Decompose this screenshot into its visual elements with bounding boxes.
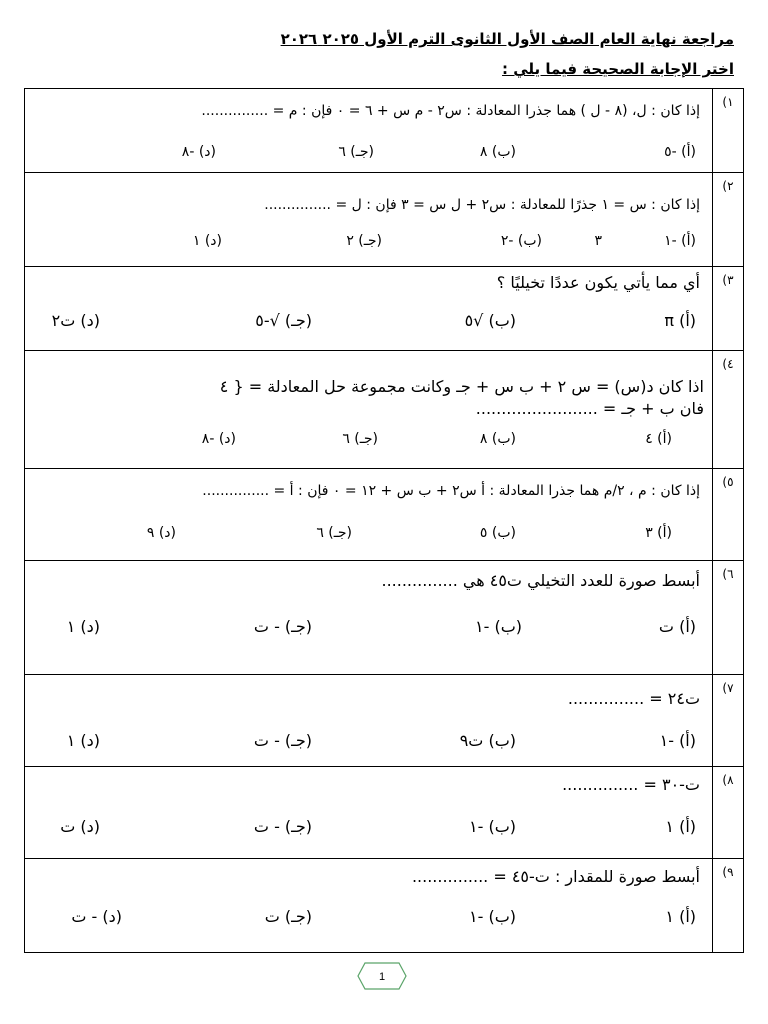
option-b: (ب) ٨	[479, 144, 516, 160]
question-number: ٩)	[713, 859, 744, 953]
option-b: (ب) √٥	[464, 311, 516, 330]
option-c: (جـ) ٢	[346, 233, 382, 249]
option-a: (أ) -٥	[664, 144, 696, 160]
option-a: (أ) ٣	[645, 525, 672, 541]
question-body	[25, 89, 713, 173]
questions-table	[24, 88, 744, 953]
option-c: (جـ) ٦	[342, 431, 378, 447]
question-number: ٧)	[713, 675, 744, 767]
instruction: اختر الإجابة الصحيحة فيما يلي :	[502, 60, 734, 78]
option-a: (أ) ٤	[645, 431, 672, 447]
question-number: ٤)	[713, 351, 744, 469]
option-b: (ب) ٨	[479, 431, 516, 447]
question-row	[25, 767, 744, 859]
option-c: (جـ) - ت	[253, 617, 312, 636]
question-text: اذا كان د(س) = س ٢ + ب س + جـ وكانت مجموعة حل المعادلة = { ٤	[219, 377, 704, 396]
option-c: (جـ) - ت	[253, 817, 312, 836]
question-row	[25, 859, 744, 953]
option-b: (ب) -٢	[500, 233, 542, 249]
option-a: (أ) ت	[658, 617, 696, 636]
question-text: أي مما يأتي يكون عددًا تخيليًا ؟	[496, 273, 700, 292]
option-b: (ب) ت٩	[459, 731, 516, 750]
question-row	[25, 351, 744, 469]
option-a: (أ) ١	[665, 907, 696, 926]
question-number: ٨)	[713, 767, 744, 859]
question-text: أبسط صورة للعدد التخيلي ت٤٥ هي ...............	[381, 571, 700, 590]
question-number: ٢)	[713, 173, 744, 267]
option-d: (د) ١	[66, 731, 100, 750]
option-d: (د) ت٢	[51, 311, 100, 330]
question-row	[25, 173, 744, 267]
option-c: (جـ) ٦	[338, 144, 374, 160]
option-a: (أ) -١	[659, 731, 696, 750]
question-number: ١)	[713, 89, 744, 173]
question-row	[25, 561, 744, 675]
question-text: إذا كان : س = ١ جذرًا للمعادلة : س٢ + ل س = ٣ فإن : ل = ...............	[264, 197, 700, 213]
option-d: (د) ت	[60, 817, 100, 836]
option-a: (أ) ١	[665, 817, 696, 836]
page-number: 1	[378, 971, 386, 983]
question-text-line2: فان ب + جـ = ........................	[475, 399, 704, 418]
option-d: (د) -٨	[201, 431, 236, 447]
option-d: (د) ١	[192, 233, 222, 249]
question-text: إذا كان : م ، ٢/م هما جذرا المعادلة : أ س٢ + ب س + ١٢ = ٠ فإن : أ = ...............	[202, 483, 700, 499]
question-text: ت-٣٠ = ...............	[562, 775, 700, 794]
option-b: (ب) -١	[469, 817, 516, 836]
question-body	[25, 173, 713, 267]
question-row	[25, 675, 744, 767]
question-number: ٥)	[713, 469, 744, 561]
option-d: (د) - ت	[71, 907, 122, 926]
option-c: (جـ) ت	[264, 907, 312, 926]
page-number-badge	[357, 962, 407, 990]
option-c: (جـ) - ت	[253, 731, 312, 750]
question-number: ٦)	[713, 561, 744, 675]
question-row	[25, 469, 744, 561]
question-body	[25, 859, 713, 953]
option-d: (د) -٨	[181, 144, 216, 160]
option-b: (ب) -١	[475, 617, 522, 636]
question-row	[25, 267, 744, 351]
page-title: مراجعة نهاية العام الصف الأول الثانوى الترم الأول ٢٠٢٥ ٢٠٢٦	[280, 30, 734, 48]
option-extra: ٣	[594, 233, 602, 249]
question-text: ت٢٤ = ...............	[567, 689, 700, 708]
option-c: (جـ) ٦	[316, 525, 352, 541]
option-b: (ب) ٥	[479, 525, 516, 541]
question-body	[25, 267, 713, 351]
question-text: أبسط صورة للمقدار : ت-٤٥ = ...............	[411, 867, 700, 886]
question-body	[25, 351, 713, 469]
option-a: (أ) π	[664, 311, 696, 330]
option-d: (د) ١	[66, 617, 100, 636]
option-d: (د) ٩	[146, 525, 176, 541]
question-body	[25, 767, 713, 859]
question-body	[25, 561, 713, 675]
question-row	[25, 89, 744, 173]
option-b: (ب) -١	[469, 907, 516, 926]
question-body	[25, 469, 713, 561]
question-text: إذا كان : ل، (٨ - ل ) هما جذرا المعادلة : س٢ - م س + ٦ = ٠ فإن : م = ...............	[201, 103, 700, 119]
option-c: (جـ) √-٥	[255, 311, 312, 330]
question-number: ٣)	[713, 267, 744, 351]
question-body	[25, 675, 713, 767]
option-a: (أ) -١	[664, 233, 696, 249]
